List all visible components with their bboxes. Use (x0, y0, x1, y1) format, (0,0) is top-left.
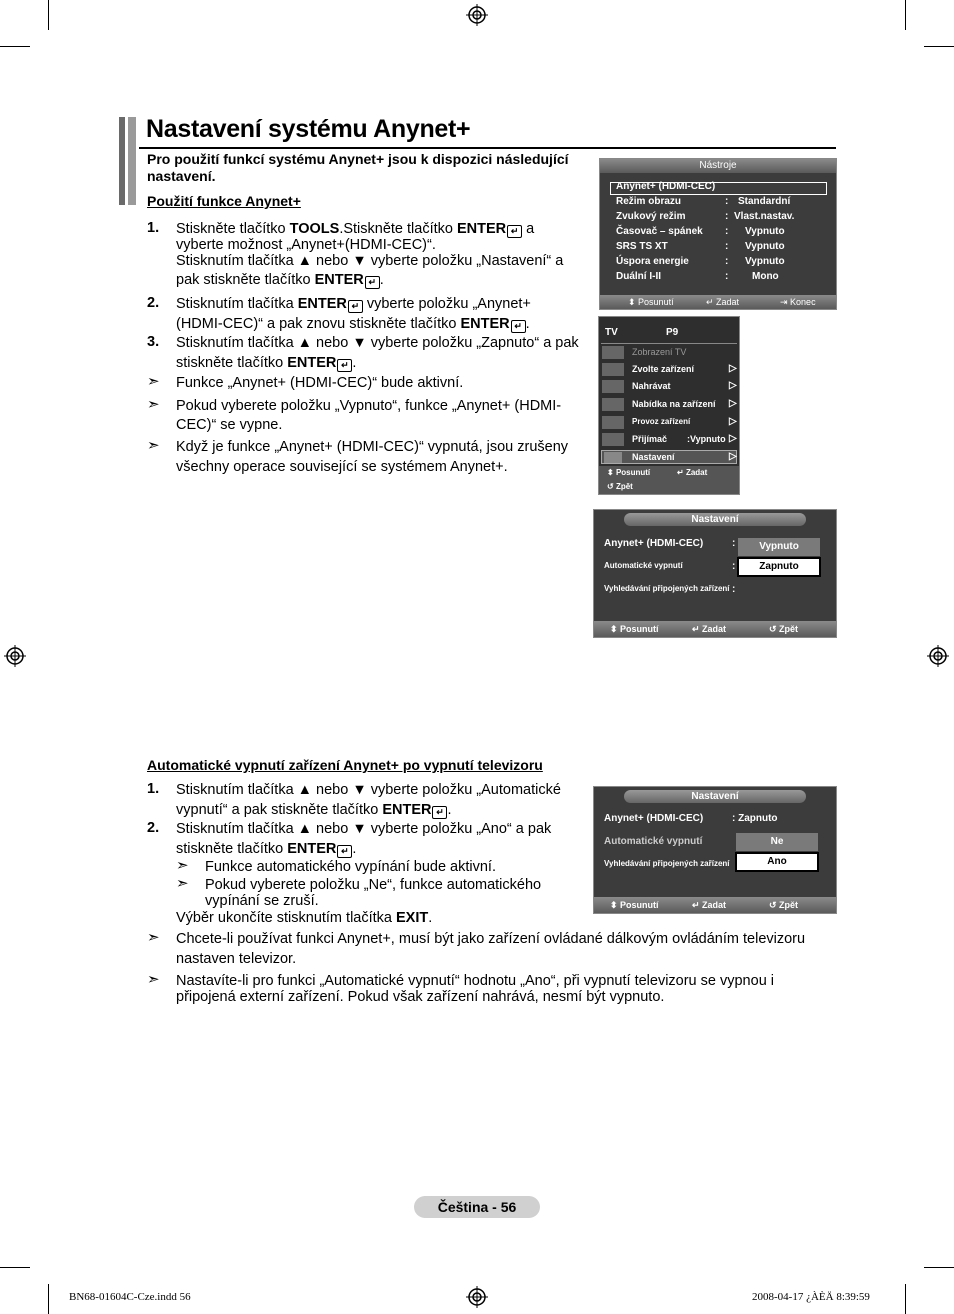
chevron-right-icon: ▷ (729, 380, 737, 391)
file-info: BN68-01604C-Cze.indd 56 (69, 1291, 191, 1303)
step-text: Stisknutím tlačítka ENTER ↵ vyberte položku „Anynet+ (HDMI-CEC)“ a pak znovu stiskněte tlačítko ENTER ↵ . (176, 296, 531, 332)
note-text: Funkce „Anynet+ (HDMI-CEC)“ bude aktivní. (176, 375, 464, 391)
crop-mark (0, 46, 30, 47)
note-text: Když je funkce „Anynet+ (HDMI-CEC)“ vypnutá, jsou zrušeny (176, 439, 569, 455)
crop-mark (0, 1267, 30, 1268)
osd-footer: ⬍ Posunutí ↵ Zadat ↺ Zpět (594, 897, 836, 913)
step-text: Stisknutím tlačítka ▲ nebo ▼ vyberte položku „Automatické vypnutí“ a pak stiskněte tlačítko ENTER ↵ . (176, 782, 561, 818)
step-number: 2. (147, 820, 160, 836)
step-number: 3. (147, 334, 160, 350)
osd-header: Nástroje (600, 159, 836, 173)
auto-off-settings-screen (593, 786, 837, 914)
receiver-icon (602, 433, 624, 446)
step-text: Stiskněte tlačítko TOOLS.Stiskněte tlačítko ENTER ↵ a vyberte možnost „Anynet+(HDMI-CEC)“. Stisknutím tlačítka ▲ nebo ▼ vyberte položku „Nastavení“ a pak stiskněte tlačítko ENTER ↵ . (176, 221, 564, 288)
osd-header: Nastavení (624, 513, 806, 526)
crop-mark (48, 1284, 49, 1314)
registration-mark-icon (466, 4, 488, 26)
device-menu-icon (602, 398, 624, 411)
crop-mark (924, 1267, 954, 1268)
note-arrow-icon: ➣ (147, 396, 160, 413)
tv-view-icon (602, 346, 624, 359)
chevron-right-icon: ▷ (729, 398, 737, 409)
anynet-settings-screen: Nastavení Anynet+ (HDMI-CEC) : Automatické vypnutí : Vyhledávání připojených zařízení : Vypnuto Zapnuto ⬍ Posunutí ↵ Zadat ↺ Zpět (593, 509, 837, 638)
osd-row-label: Vyhledávání připojených zařízení (604, 584, 730, 593)
note-text: připojená externí zařízení. Pokud však zařízení nahrává, nesmí být vypnuto. (176, 989, 665, 1005)
note-text: CEC)“ se vypne. (176, 417, 283, 433)
intro-text: Pro použití funkcí systému Anynet+ jsou k dispozici následující nastavení. (147, 151, 569, 184)
title-accent-bar (119, 117, 125, 205)
osd-row-value: Vlast.nastav. (734, 211, 795, 222)
note-arrow-icon: ➣ (176, 857, 189, 874)
osd-row-value: Vypnuto (745, 241, 785, 252)
note-arrow-icon: ➣ (147, 373, 160, 390)
enter-icon: ↵ (511, 320, 526, 333)
osd-footer: ⬍ Posunutí ↵ Zadat ⇥ Konec (600, 295, 836, 309)
osd-row-label: Vyhledávání připojených zařízení (604, 859, 730, 868)
tools-menu-screen: Nástroje Anynet+ (HDMI-CEC) Režim obrazu : Standardní Zvukový režim : Vlast.nastav. Časovač – spánek : Vypnuto SRS TS XT : Vypnuto Úspora energie : Vypnuto Duální I-II : Mono ⬍ Posunutí ↵ Zadat ⇥ Konec (599, 158, 837, 310)
osd-row-value: : Zapnuto (732, 813, 778, 824)
step-text: Stisknutím tlačítka ▲ nebo ▼ vyberte položku „Ano“ a pak stiskněte tlačítko ENTER ↵ . (176, 821, 552, 857)
osd-tv-label: TV (605, 327, 618, 338)
enter-icon: ↵ (507, 225, 522, 238)
note-arrow-icon: ➣ (147, 437, 160, 454)
title-underline (139, 147, 836, 149)
note-text: Funkce automatického vypínání bude aktivní. (205, 859, 496, 875)
step-text: Stisknutím tlačítka ▲ nebo ▼ vyberte položku „Zapnuto“ a pak stiskněte tlačítko ENTER ↵ . (176, 335, 579, 371)
note-arrow-icon: ➣ (147, 929, 160, 946)
note-text: Pokud vyberete položku „Ne“, funkce automatického (205, 877, 542, 893)
osd-row-value: Standardní (738, 196, 791, 207)
osd-row-label: Anynet+ (HDMI-CEC) (616, 181, 716, 192)
note-text: Pokud vyberete položku „Vypnuto“, funkce „Anynet+ (HDMI- (176, 398, 562, 414)
note-text: všechny operace související se systémem Anynet+. (176, 459, 508, 475)
step-number: 1. (147, 220, 160, 236)
osd-row-label: Automatické vypnutí (604, 561, 683, 570)
device-operation-icon (602, 416, 624, 429)
anynet-menu-screen: TV P9 Zobrazení TV Zvolte zařízení ▷ Nahrávat ▷ Nabídka na zařízení ▷ Provoz zařízení ▷ Přijímač :Vypnuto ▷ Nastavení ▷ ⬍ Posunutí ↵ Zadat ↺ Zpět (598, 316, 740, 495)
osd-row-label: Duální I-II (616, 271, 661, 282)
note-arrow-icon: ➣ (176, 875, 189, 892)
option-yes-selected: Ano (735, 852, 819, 872)
enter-icon: ↵ (365, 276, 380, 289)
page-title: Nastavení systému Anynet+ (146, 115, 471, 143)
print-date: 2008-04-17 ¿ÀÈÄ 8:39:59 (752, 1291, 870, 1303)
title-accent-bar (128, 117, 136, 205)
chevron-right-icon: ▷ (729, 416, 737, 427)
select-device-icon (602, 363, 624, 376)
crop-mark (905, 1284, 906, 1314)
osd-row-label: Anynet+ (HDMI-CEC) (604, 538, 704, 549)
chevron-right-icon: ▷ (729, 363, 737, 374)
option-no: Ne (736, 833, 818, 851)
osd-row-value: Vypnuto (745, 226, 785, 237)
section-heading: Automatické vypnutí zařízení Anynet+ po vypnutí televizoru (147, 757, 543, 773)
chevron-right-icon: ▷ (729, 451, 737, 462)
note-text: vypínání se zruší. (205, 893, 319, 909)
osd-channel: P9 (666, 327, 679, 338)
enter-icon: ↵ (348, 300, 363, 313)
enter-icon: ↵ (432, 806, 447, 819)
registration-mark-icon (927, 645, 949, 667)
note-text: Nastavíte-li pro funkci „Automatické vypnutí“ hodnotu „Ano“, při vypnutí televizoru se vypnou i (176, 973, 775, 989)
osd-row-value: Mono (752, 271, 779, 282)
page-number-badge: Čeština - 56 (414, 1196, 540, 1218)
crop-mark (905, 0, 906, 30)
osd-footer: ⬍ Posunutí ↵ Zadat ↺ Zpět (599, 466, 739, 494)
osd-row-value: Vypnuto (745, 256, 785, 267)
section-heading: Použití funkce Anynet+ (147, 193, 301, 209)
option-on-selected: Zapnuto (737, 557, 821, 577)
crop-mark (924, 46, 954, 47)
note-text: Chcete-li používat funkci Anynet+, musí být jako zařízení ovládané dálkovým ovládáním televizoru (176, 931, 806, 947)
option-off: Vypnuto (738, 538, 820, 556)
osd-row-label: SRS TS XT (616, 241, 668, 252)
registration-mark-icon (4, 645, 26, 667)
note-text: nastaven televizor. (176, 951, 297, 967)
osd-footer: ⬍ Posunutí ↵ Zadat ↺ Zpět (594, 621, 836, 637)
step-number: 1. (147, 781, 160, 797)
enter-icon: ↵ (337, 359, 352, 372)
enter-icon: ↵ (337, 845, 352, 858)
settings-icon (604, 452, 622, 463)
crop-mark (48, 0, 49, 30)
registration-mark-icon (466, 1286, 488, 1308)
chevron-right-icon: ▷ (729, 433, 737, 444)
osd-row-label: Režim obrazu (616, 196, 682, 207)
osd-row-label: Anynet+ (HDMI-CEC) (604, 813, 704, 824)
note-arrow-icon: ➣ (147, 971, 160, 988)
step-number: 2. (147, 295, 160, 311)
osd-row-label: Automatické vypnutí (604, 836, 703, 847)
osd-header: Nastavení (624, 790, 806, 803)
exit-text: Výběr ukončíte stisknutím tlačítka EXIT. (176, 910, 433, 926)
osd-row-label: Úspora energie (616, 256, 689, 267)
record-icon (602, 380, 624, 393)
osd-row-label: Časovač – spánek (616, 226, 703, 237)
osd-row-label: Zvukový režim (616, 211, 686, 222)
